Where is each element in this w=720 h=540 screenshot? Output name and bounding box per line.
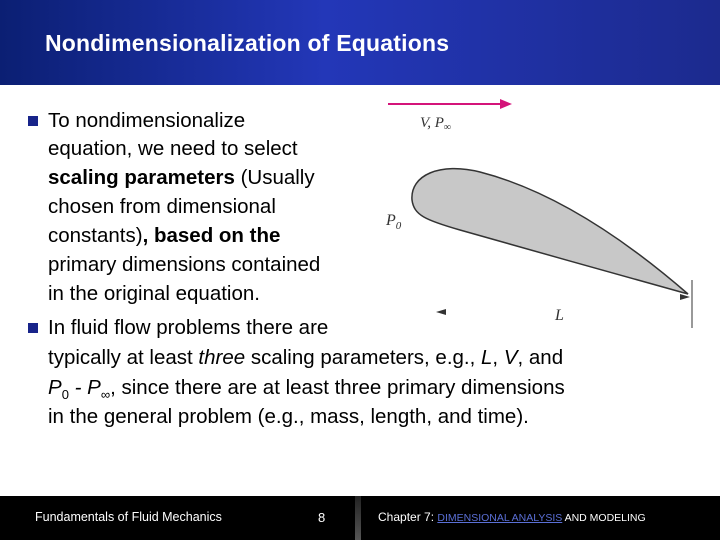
bullet1-line1: To nondimensionalize <box>48 109 246 132</box>
title-bar <box>0 0 720 85</box>
airfoil-diagram <box>380 90 710 340</box>
length-arrow-right <box>680 294 690 300</box>
footer-divider <box>355 496 361 540</box>
footer <box>0 496 720 540</box>
bullet1-line4: chosen from dimensional <box>48 195 276 218</box>
length-label: L <box>555 307 564 324</box>
bullet2-line4: in the general problem (e.g., mass, length, and time). <box>48 405 529 428</box>
bullet1-line2: equation, we need to select <box>48 137 298 160</box>
footer-chapter: Chapter 7: DIMENSIONAL ANALYSIS AND MODELING <box>378 510 646 524</box>
bullet1-line7: in the original equation. <box>48 282 260 305</box>
bullet2-line3: $P_0 - P_\infty$, since there are at least three primary dimensions <box>48 376 565 403</box>
velocity-arrow-head <box>500 99 512 109</box>
airfoil-shape <box>412 169 688 294</box>
bold-term-scaling-parameters: scaling parameters <box>48 166 235 189</box>
bullet-marker <box>28 116 38 126</box>
velocity-label: V, $P_\infty$ <box>420 115 452 133</box>
bullet1-line3: scaling parameters (Usually <box>48 166 315 189</box>
bullet2-line2: typically at least three scaling parameters, e.g., L, V, and <box>48 346 564 369</box>
bullet1-line5: constants), based on the <box>48 224 281 247</box>
length-arrow-left <box>436 309 446 315</box>
bullet-marker <box>28 323 38 333</box>
footer-course-title: Fundamentals of Fluid Mechanics <box>35 510 222 524</box>
bullet1-line6: primary dimensions contained <box>48 253 321 276</box>
pressure-label: $P_0$ <box>386 212 402 232</box>
airfoil-figure <box>380 90 710 340</box>
footer-page-number: 8 <box>318 510 326 525</box>
slide-title: Nondimensionalization of Equations <box>45 30 450 56</box>
chapter-link[interactable]: DIMENSIONAL ANALYSIS <box>437 512 563 524</box>
bullet2-line1: In fluid flow problems there are <box>48 316 329 339</box>
